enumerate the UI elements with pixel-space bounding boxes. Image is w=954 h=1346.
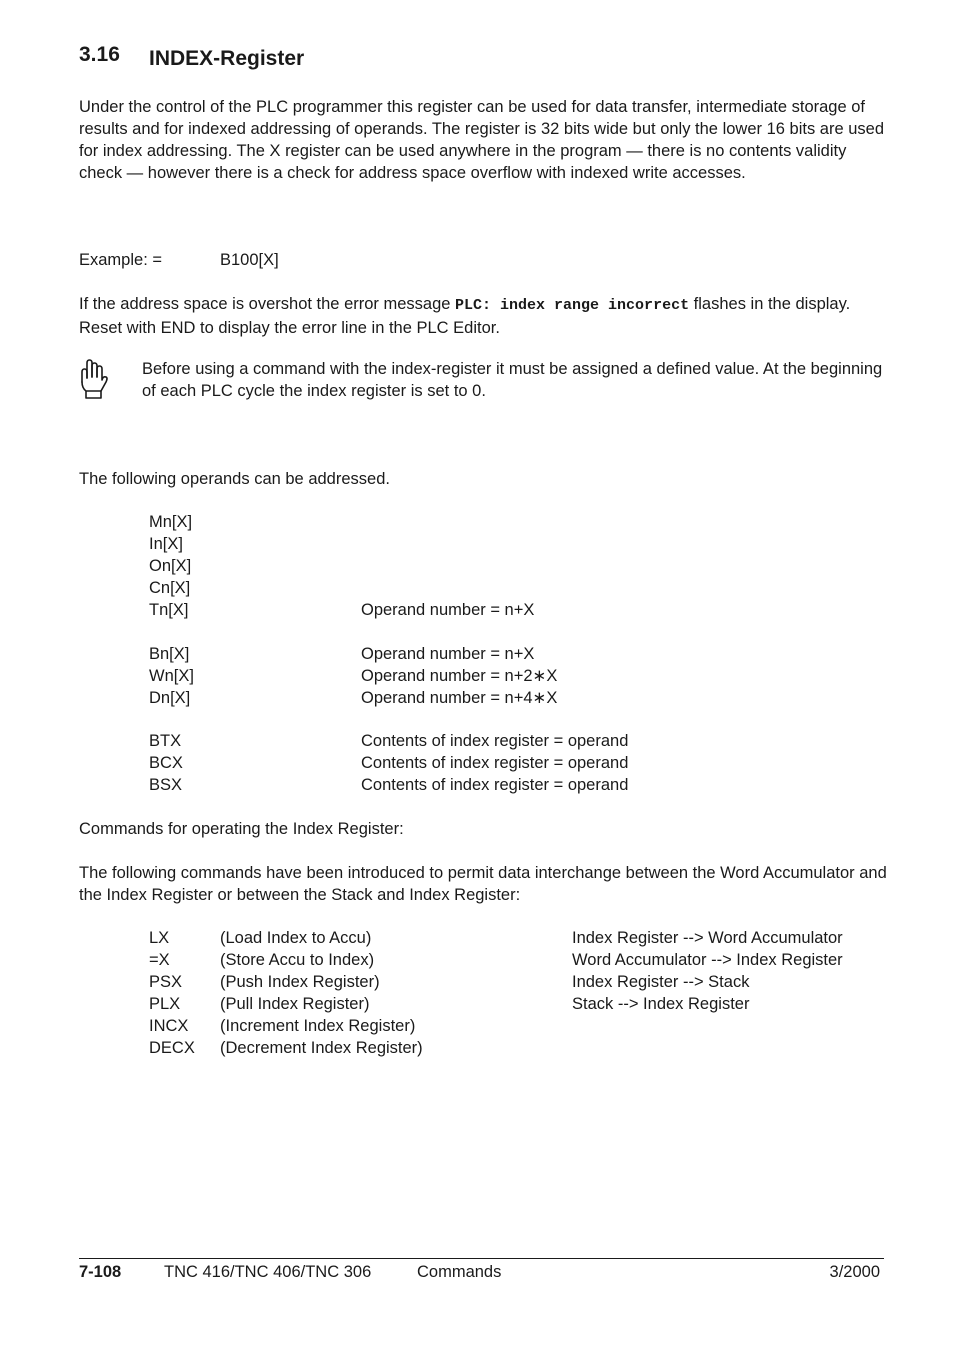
operand-name: Tn[X] [149,601,189,619]
command-name: (Push Index Register) [220,973,380,991]
operand-name: Dn[X] [149,689,191,707]
operand-name: Cn[X] [149,579,191,597]
command-effect: Index Register --> Stack [572,973,750,991]
commands-intro: The following commands have been introduced to permit data interchange between the Word Accumulator and the Index Register or between the Stack and Index Register: [79,864,887,904]
operand-name: Mn[X] [149,513,193,531]
footer-model: TNC 416/TNC 406/TNC 306 [164,1263,372,1281]
operand-name: Bn[X] [149,645,190,663]
command-name: (Decrement Index Register) [220,1039,423,1057]
operand-desc: Contents of index register = operand [361,732,629,750]
command-effect: Stack --> Index Register [572,995,750,1013]
operand-desc: Operand number = n+X [361,645,535,663]
pointing-hand-icon [79,358,109,400]
command-mnemonic: PLX [149,995,181,1013]
command-effect: Index Register --> Word Accumulator [572,929,843,947]
command-mnemonic: INCX [149,1017,189,1035]
section-title: INDEX-Register [149,47,305,70]
command-mnemonic: =X [149,951,170,969]
command-name: (Store Accu to Index) [220,951,375,969]
command-name: (Pull Index Register) [220,995,370,1013]
command-mnemonic: DECX [149,1039,195,1057]
commands-heading: Commands for operating the Index Register: [79,820,404,838]
operand-name: Wn[X] [149,667,194,685]
command-effect: Word Accumulator --> Index Register [572,951,843,969]
command-name: (Increment Index Register) [220,1017,416,1035]
operand-name: BCX [149,754,183,772]
overflow-text-before: If the address space is overshot the error message [79,295,456,313]
note-text: Before using a command with the index-register it must be assigned a defined value. At the beginning of each PLC cycle the index register is set to 0. [142,360,883,400]
example-value: B100[X] [220,251,279,269]
operand-desc: Contents of index register = operand [361,776,629,794]
intro-paragraph: Under the control of the PLC programmer this register can be used for data transfer, intermediate storage of results and for indexed addressing of operands. The register is 32 bits wide but only the lower 16 bits are used for index addressing. The X register can be used anywhere in the program — there is no contents validity check — however there is a check for address space overflow with indexed write accesses. [79,98,884,182]
operand-name: BSX [149,776,183,794]
section-number: 3.16 [79,43,120,66]
operand-name: On[X] [149,557,192,575]
footer-chapter: Commands [417,1263,502,1281]
footer-date: 3/2000 [829,1263,880,1281]
overflow-paragraph [79,293,889,339]
operand-desc: Operand number = n+2∗X [361,667,558,685]
command-mnemonic: PSX [149,973,183,991]
operand-desc: Operand number = n+4∗X [361,689,558,707]
footer-page-number: 7-108 [79,1263,122,1281]
operands-intro: The following operands can be addressed. [79,470,390,488]
command-name: (Load Index to Accu) [220,929,372,947]
operand-name: BTX [149,732,182,750]
example-label: Example: = [79,251,162,269]
operand-name: In[X] [149,535,183,553]
overflow-text-after: flashes in the display. Reset with END to display the error line in the PLC Editor. [79,295,851,337]
footer-rule [79,1258,884,1259]
operand-desc: Operand number = n+X [361,601,535,619]
error-message-code: PLC: index range incorrect [455,297,690,314]
command-mnemonic: LX [149,929,170,947]
operand-desc: Contents of index register = operand [361,754,629,772]
